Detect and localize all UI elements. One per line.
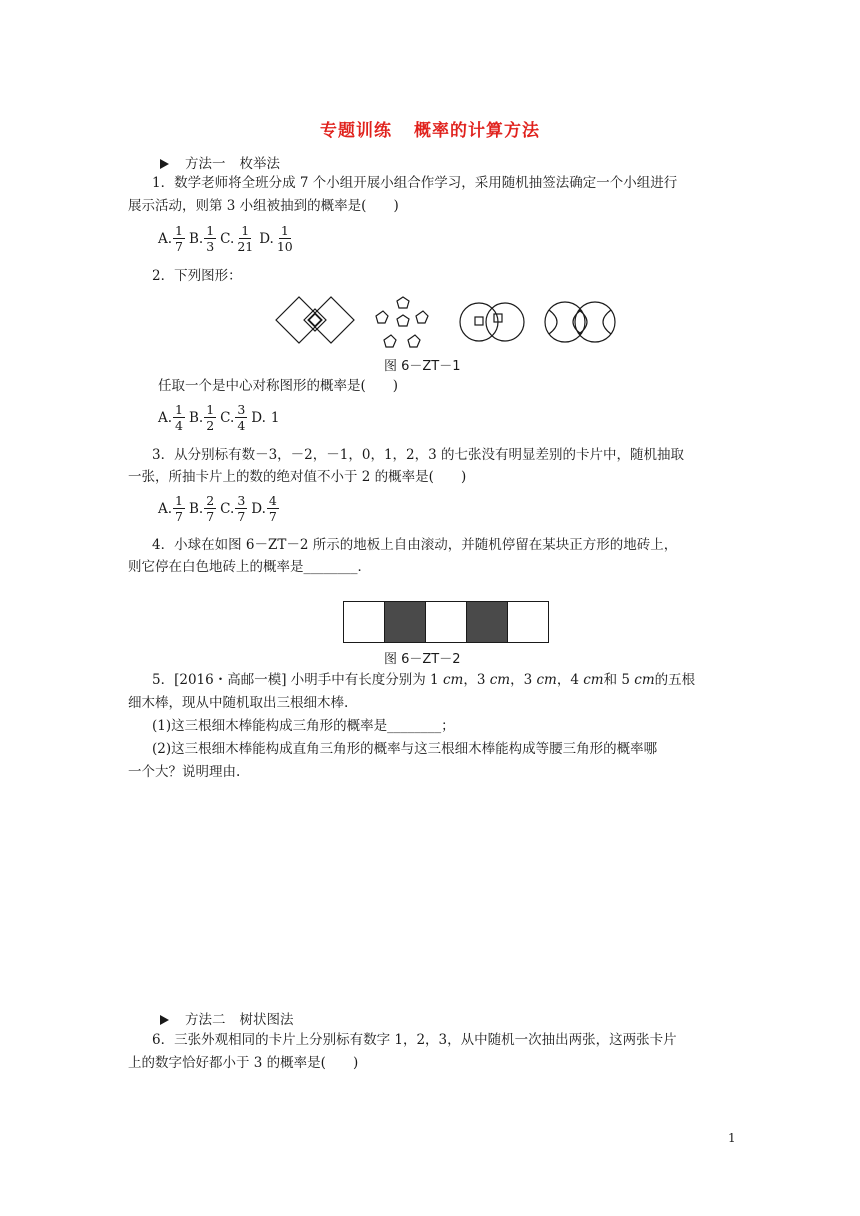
unit-cm: cm (489, 672, 511, 688)
q1-line1: 1．数学老师将全班分成 7 个小组开展小组合作学习，采用随机抽签法确定一个小组进行 (152, 175, 678, 191)
numerator: 2 (206, 493, 215, 508)
fraction (204, 493, 216, 524)
triangle-bullet-icon (160, 159, 169, 169)
q2-option-d (251, 410, 279, 426)
q5-line2: 细木棒，现从中随机取出三根细木棒. (128, 695, 349, 711)
floor-tiles (343, 601, 549, 643)
q3-options (158, 493, 283, 524)
pentagons-figure (376, 297, 428, 347)
q5-line1 (152, 670, 695, 691)
denominator: 7 (268, 509, 277, 524)
fraction (267, 493, 279, 524)
denominator: 4 (237, 418, 246, 433)
method1-heading (160, 152, 280, 172)
option-letter: B. (189, 409, 204, 426)
q3-option-d (251, 493, 279, 524)
title-part2: 概率的计算方法 (414, 121, 540, 141)
q1-option-b (189, 223, 216, 254)
option-letter: A. (158, 500, 173, 517)
coin-circles-figure (460, 303, 524, 341)
q6-line1: 6．三张外观相同的卡片上分别标有数字 1，2，3，从中随机一次抽出两张，这两张卡片 (152, 1032, 677, 1048)
numerator: 1 (241, 223, 250, 238)
numerator: 1 (206, 402, 215, 417)
q5-sub2-line1: (2)这三根细木棒能构成直角三角形的概率与这三根细木棒能构成等腰三角形的概率哪 (152, 741, 658, 757)
option-letter: B. (189, 230, 204, 247)
q1-option-c (220, 223, 255, 254)
q2-option-c (220, 402, 247, 433)
numerator: 1 (280, 223, 289, 238)
numerator: 4 (268, 493, 277, 508)
fraction (204, 402, 216, 433)
floor-tile (508, 602, 548, 642)
option-letter: C. (220, 500, 235, 517)
floor-tile (426, 602, 467, 642)
unit-cm: cm (442, 672, 464, 688)
numerator: 3 (237, 493, 246, 508)
q5-text: ，3 (510, 672, 537, 688)
q3-option-b (189, 493, 216, 524)
fraction (235, 402, 247, 433)
q3-option-c (220, 493, 247, 524)
q4-figure-caption: 图 6－ZT－2 (384, 652, 461, 667)
option-letter: D. (259, 230, 274, 247)
unit-cm: cm (583, 672, 604, 688)
denominator: 7 (175, 509, 183, 524)
fraction (204, 223, 216, 254)
denominator: 2 (206, 418, 215, 433)
option-letter: B. (189, 500, 204, 517)
q5-text: ，4 (556, 672, 584, 688)
method2-label: 方法二 (185, 1012, 226, 1028)
q2-options (158, 402, 284, 433)
denominator: 21 (237, 239, 254, 254)
q2-figure-caption: 图 6－ZT－1 (384, 359, 461, 374)
q3-line2: 一张，所抽卡片上的数的绝对值不小于 2 的概率是( ) (128, 469, 467, 485)
q5-text: 和 5 (603, 672, 635, 688)
q2-figures (268, 290, 622, 354)
q5-sub1: (1)这三根细木棒能构成三角形的概率是________； (152, 718, 455, 734)
q4-line1: 4．小球在如图 6－ZT－2 所示的地板上自由滚动，并随机停留在某块正方形的地砖上， (152, 537, 678, 553)
denominator: 10 (276, 239, 293, 254)
q5-sub2-line2: 一个大？说明理由. (128, 764, 241, 780)
q5-text: 5．[2016・高邮一模] 小明手中有长度分别为 1 (152, 672, 443, 688)
q1-options (158, 223, 299, 254)
q6-line2: 上的数字恰好都小于 3 的概率是( ) (128, 1055, 359, 1071)
circle-arcs-figure (545, 302, 615, 342)
denominator: 4 (175, 418, 183, 433)
q5-text: 的五根 (654, 672, 696, 688)
q1-line2: 展示活动，则第 3 小组被抽到的概率是( ) (128, 198, 399, 214)
denominator: 7 (175, 239, 183, 254)
numerator: 1 (175, 402, 183, 417)
option-letter: D. (251, 500, 266, 517)
fraction (235, 223, 255, 254)
option-letter: A. (158, 409, 173, 426)
numerator: 3 (237, 402, 246, 417)
overlapping-diamonds-figure (276, 297, 354, 343)
floor-tile (385, 602, 426, 642)
fraction (235, 493, 247, 524)
q5-text: ，3 (463, 672, 490, 688)
fraction (173, 402, 185, 433)
q3-option-a (158, 493, 185, 524)
page-title (0, 116, 860, 141)
q1-option-d (259, 223, 295, 254)
numerator: 1 (175, 493, 183, 508)
option-letter: C. (220, 230, 235, 247)
q2-line1: 2．下列图形： (152, 268, 242, 284)
option-letter: D. (251, 409, 266, 426)
q1-option-a (158, 223, 185, 254)
q2-line2: 任取一个是中心对称图形的概率是( ) (158, 378, 399, 394)
option-letter: A. (158, 230, 173, 247)
unit-cm: cm (634, 672, 655, 688)
floor-tile (344, 602, 385, 642)
q2-option-a (158, 402, 185, 433)
title-part1: 专题训练 (320, 121, 392, 141)
denominator: 3 (206, 239, 215, 254)
option-value: 1 (270, 409, 280, 426)
page-number: 1 (728, 1131, 736, 1145)
method2-heading (160, 1008, 294, 1028)
numerator: 1 (206, 223, 215, 238)
option-letter: C. (220, 409, 235, 426)
floor-tile (467, 602, 508, 642)
fraction (275, 223, 295, 254)
method2-name: 树状图法 (239, 1012, 294, 1028)
denominator: 7 (206, 509, 215, 524)
q2-option-b (189, 402, 216, 433)
fraction (173, 223, 185, 254)
method1-name: 枚举法 (239, 156, 280, 172)
unit-cm: cm (536, 672, 557, 688)
triangle-bullet-icon (160, 1015, 169, 1025)
denominator: 7 (237, 509, 246, 524)
fraction (173, 493, 185, 524)
q4-line2: 则它停在白色地砖上的概率是________． (128, 559, 371, 575)
numerator: 1 (175, 223, 183, 238)
q3-line1: 3．从分别标有数－3，－2，－1，0，1，2，3 的七张没有明显差别的卡片中，随机抽取 (152, 447, 685, 463)
method1-label: 方法一 (185, 156, 226, 172)
